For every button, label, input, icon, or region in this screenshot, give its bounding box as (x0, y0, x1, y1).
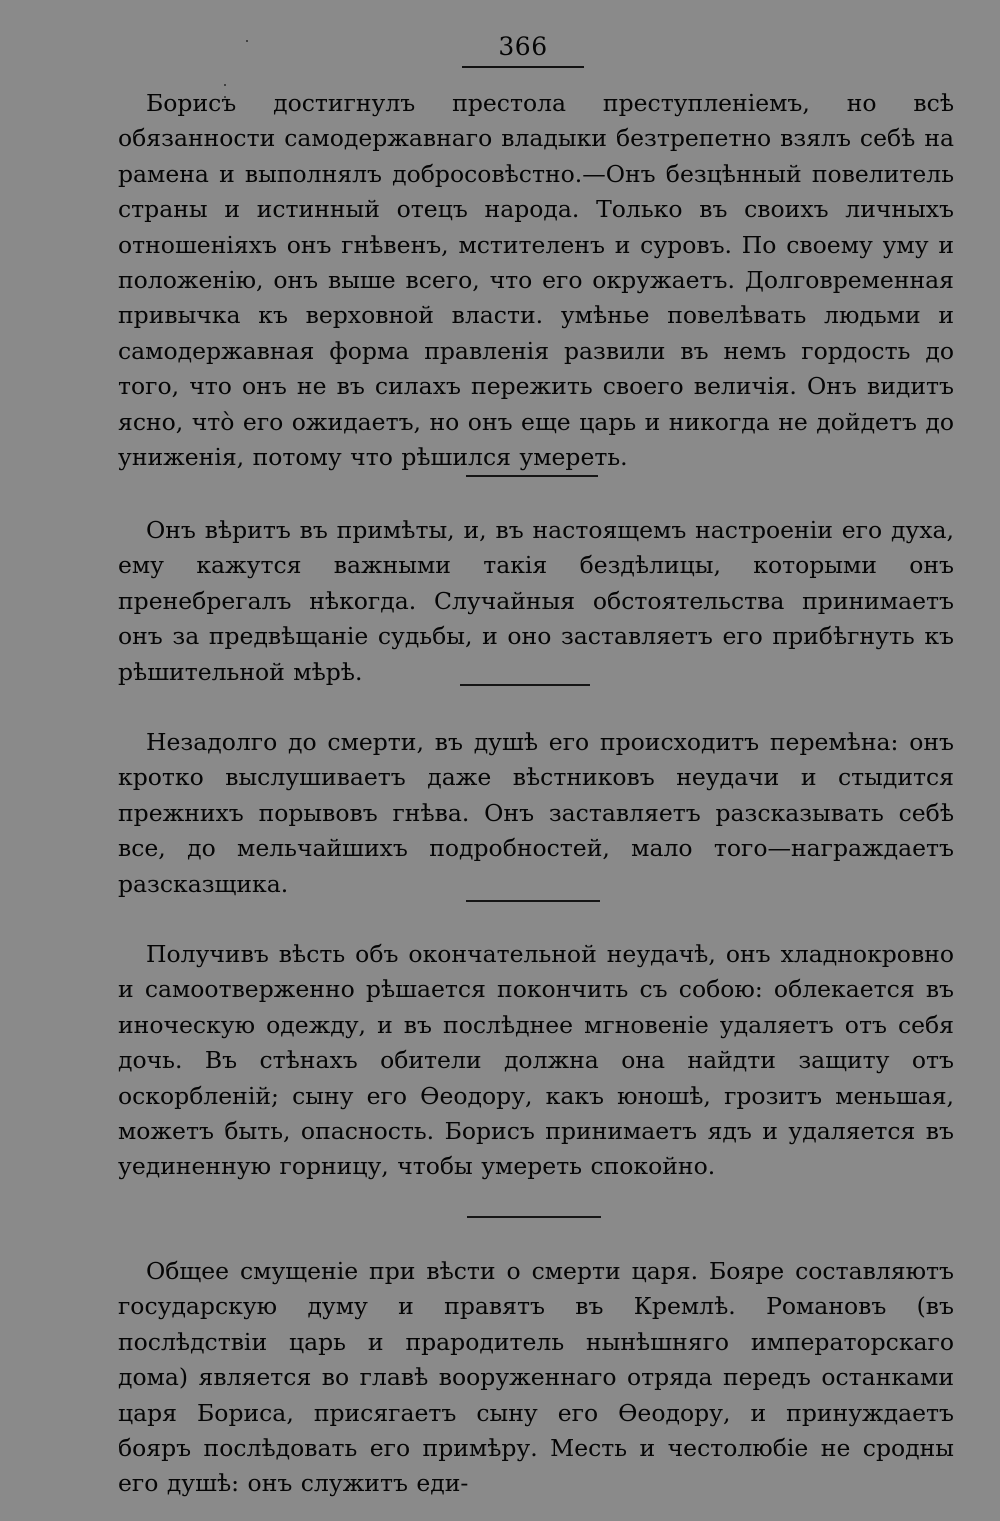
section-divider (460, 684, 590, 686)
section-divider (466, 475, 598, 477)
paragraph-after-death: Общее смущеніе при вѣсти о смерти царя. Бояре составляютъ государскую думу и правятъ въ Кремлѣ. Романовъ (въ послѣдствіи царь и прародитель нынѣшняго императорскаго дома) является во главѣ вооруженнаго отряда передъ останками царя Бориса, присягаетъ сыну его Ѳеодору, и принуждаетъ бояръ послѣдовать его примѣру. Месть и честолюбіе не сродны его душѣ: онъ служитъ еди- (118, 1257, 954, 1498)
page-number-underline (462, 66, 584, 68)
section-divider (466, 900, 600, 902)
page-number: 366 (498, 32, 548, 61)
paragraph-boris-crown: Борисъ достигнулъ престола преступленіемъ, но всѣ обязанности самодержавнаго владыки безтрепетно взялъ себѣ на рамена и выполнялъ добросовѣстно.—Онъ безцѣнный повелитель страны и истинный отецъ народа. Только въ своихъ личныхъ отношеніяхъ онъ гнѣвенъ, мстителенъ и суровъ. По своему уму и положенію, онъ выше всего, что его окружаетъ. Долговременная привычка къ верховной власти. умѣнье повелѣвать людьми и самодержавная форма правленія развили въ немъ гордость до того, что онъ не въ силахъ пережить своего величія. Онъ видитъ ясно, что̀ его ожидаетъ, но онъ еще царь и никогда не дойдетъ до униженія, потому что рѣшился умереть. (118, 89, 954, 472)
paragraph-omens: Онъ вѣритъ въ примѣты, и, въ настоящемъ настроеніи его духа, ему кажутся важными такія бездѣлицы, которыми онъ пренебрегалъ нѣкогда. Случайныя обстоятельства принимаетъ онъ за предвѣщаніе судьбы, и оно заставляетъ его прибѣгнуть къ рѣшительной мѣрѣ. (118, 516, 954, 686)
section-divider (467, 1216, 601, 1218)
scan-speck (246, 40, 248, 42)
paragraph-final-decision: Получивъ вѣсть объ окончательной неудачѣ, онъ хладнокровно и самоотверженно рѣшается покончить съ собою: облекается въ иноческую одежду, и въ послѣднее мгновеніе удаляетъ отъ себя дочь. Въ стѣнахъ обители должна она найдти защиту отъ оскорбленій; сыну его Ѳеодору, какъ юношѣ, грозитъ меньшая, можетъ быть, опасность. Борисъ принимаетъ ядъ и удаляется въ уединенную горницу, чтобы умереть спокойно. (118, 940, 954, 1181)
paragraph-change-before-death: Незадолго до смерти, въ душѣ его происходитъ перемѣна: онъ кротко выслушиваетъ даже вѣстниковъ неудачи и стыдится прежнихъ порывовъ гнѣва. Онъ заставляетъ разсказывать себѣ все, до мельчайшихъ подробностей, мало того—награждаетъ разсказщика. (118, 728, 954, 898)
